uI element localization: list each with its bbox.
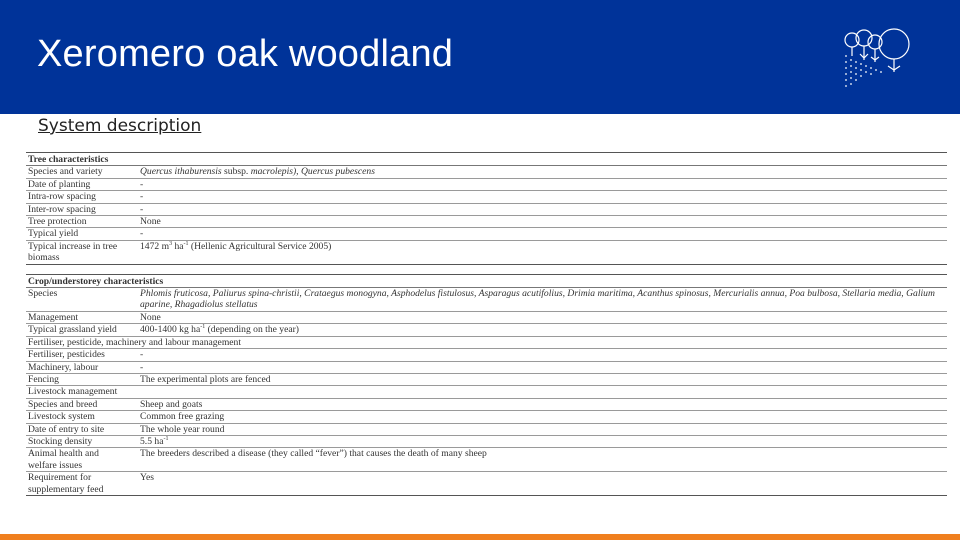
header-banner: [0, 0, 960, 114]
accent-bar: [0, 534, 960, 540]
table-subheading-row: Fertiliser, pesticide, machinery and labour management: [26, 336, 947, 348]
table-section-header: [26, 274, 947, 287]
table-row: Species and breed Sheep and goats: [26, 398, 947, 410]
section-subtitle: System description: [38, 116, 202, 136]
table-row: Requirement for supplementary feed Yes: [26, 472, 947, 496]
table-row: Typical yield -: [26, 228, 947, 240]
table-subheading-row: Livestock management: [26, 386, 947, 398]
table-row: Species Phlomis fruticosa, Paliurus spina-christii, Crataegus monogyna, Asphodelus fistulosus, Asparagus acutifolius, Drimia maritima, Acanthus spinosus, Mercurialis annua, Poa bulbosa, Stellaria media, Galium aparine, Rhagadiolus stellatus: [26, 288, 947, 312]
table-row: Animal health and welfare issues The breeders described a disease (they called “fever”) that causes the death of many sheep: [26, 448, 947, 472]
table-row: Tree protection None: [26, 216, 947, 228]
table-row: Species and variety Quercus ithaburensis subsp. macrolepis), Quercus pubescens: [26, 166, 947, 178]
table-row: Date of entry to site The whole year round: [26, 423, 947, 435]
table-row: Management None: [26, 311, 947, 323]
trees-logo-icon: [838, 26, 916, 92]
table-row: Fertiliser, pesticides -: [26, 349, 947, 361]
table-row: Inter-row spacing -: [26, 203, 947, 215]
system-description-table: [26, 152, 947, 496]
table-section-header: [26, 153, 947, 166]
table-row: Typical increase in tree biomass 1472 $m^3$ $ha^{-1}$ (Hellenic Agricultural Service 2005): [26, 240, 947, 264]
section-title: Crop/understorey characteristics: [26, 274, 947, 287]
table-row: Typical grassland yield 400-1400 kg $ha^{-1}$ (depending on the year): [26, 324, 947, 336]
table-row: Fencing The experimental plots are fenced: [26, 373, 947, 385]
section-title: Tree characteristics: [26, 153, 947, 166]
table-row: Intra-row spacing -: [26, 191, 947, 203]
table-row: Livestock system Common free grazing: [26, 411, 947, 423]
table-row: Date of planting -: [26, 178, 947, 190]
table-row: Machinery, labour -: [26, 361, 947, 373]
table-row: Stocking density 5.5 $ha^{-1}$: [26, 435, 947, 447]
page-title: Xeromero oak woodland: [37, 33, 454, 75]
